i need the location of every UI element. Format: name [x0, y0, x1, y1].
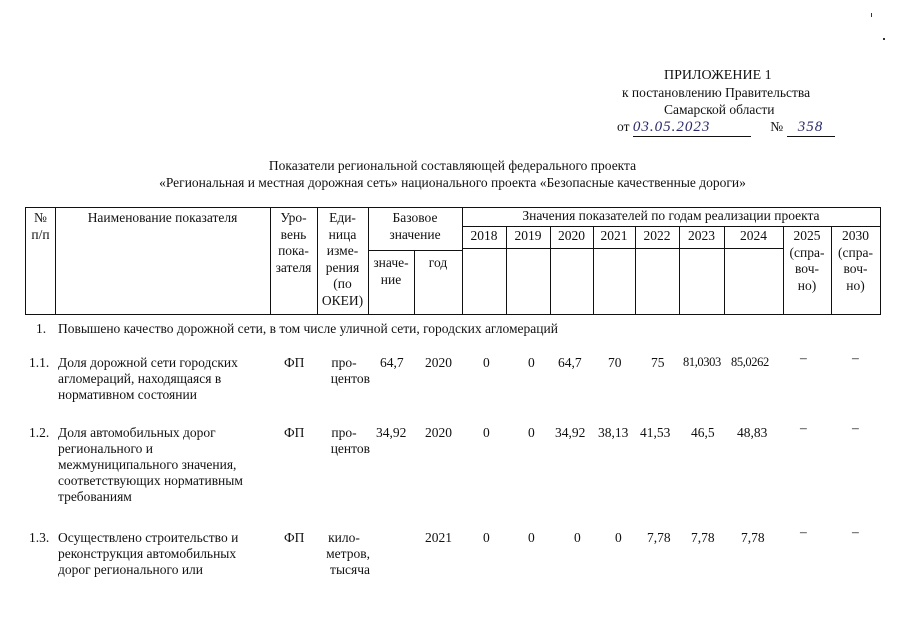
row-value-2021: 38,13 [598, 425, 629, 440]
row-name-line: дорог регионального или [58, 562, 203, 577]
row-name-line: агломераций, находящаяся в [58, 371, 222, 386]
col-year-2023: 2023 [688, 228, 715, 243]
decree-line: к постановлению Правительства [622, 85, 811, 100]
col-2030-label-1: 2030 [842, 228, 869, 243]
col-2025-label-3: воч- [795, 261, 819, 276]
col-base-label-2: значение [389, 226, 441, 242]
col-unit-label-3: изме- [326, 243, 359, 258]
row-value-2019: 0 [528, 425, 535, 440]
row-base-year: 2020 [425, 425, 452, 440]
col-unit-label-4: рения [325, 259, 360, 275]
col-2025-label-1: 2025 [793, 228, 821, 243]
region-line: Самарской области [664, 102, 775, 117]
row-value-2020: 34,92 [555, 425, 586, 440]
row-name-line: нормативном состоянии [58, 387, 197, 402]
row-value-2030: – [852, 420, 859, 435]
row-value-2022: 75 [651, 355, 665, 370]
scan-speck [871, 13, 872, 17]
row-value-2025: – [800, 420, 807, 435]
col-base-year-label: год [428, 255, 448, 270]
col-level-label-4: зателя [275, 259, 312, 275]
col-year-2024: 2024 [740, 228, 767, 243]
col-2025-label-2: (спра- [789, 244, 825, 260]
col-2030-label-3: воч- [843, 261, 868, 276]
indicators-table-header [25, 207, 881, 315]
row-name-line: Осуществлено строительство и [58, 530, 239, 545]
row-value-2020: 64,7 [558, 355, 582, 370]
row-base-value: 34,92 [376, 425, 407, 440]
row-unit-line: про- [331, 425, 357, 440]
row-value-2024: 7,78 [741, 530, 765, 545]
row-value-2021: 70 [608, 355, 622, 370]
row-name-line: межмуниципального значения, [58, 457, 237, 472]
row-value-2019: 0 [528, 530, 535, 545]
number-prefix: № [770, 119, 784, 134]
row-value-2018: 0 [483, 530, 490, 545]
col-year-2020: 2020 [558, 228, 585, 243]
col-year-2022: 2022 [643, 228, 671, 243]
col-year-2021: 2021 [600, 228, 628, 243]
col-base-label-1: Базовое [392, 210, 438, 225]
section-number: 1. [36, 321, 47, 336]
row-value-2025: – [800, 350, 807, 365]
appendix-title: ПРИЛОЖЕНИЕ 1 [664, 68, 772, 83]
decree-date-line [617, 119, 835, 137]
decree-date: 03.05.2023 [633, 119, 751, 137]
row-name-line: соответствующих нормативным [58, 473, 243, 488]
col-num-label-1: № [34, 210, 47, 225]
decree-number: 358 [787, 119, 835, 137]
col-2030-label-4: но) [846, 277, 865, 293]
row-number: 1.1. [29, 355, 50, 370]
row-value-2018: 0 [483, 425, 490, 440]
col-unit-label-1: Еди- [329, 210, 356, 225]
row-value-2024: 85,0262 [731, 355, 769, 369]
row-value-2023: 7,78 [691, 530, 715, 545]
row-base-year: 2020 [425, 355, 452, 370]
scan-speck [883, 38, 885, 40]
row-name-line: регионального и [58, 441, 154, 456]
col-base-value-label-2: ние [380, 271, 402, 287]
doc-title-line1: Показатели региональной составляющей федерального проекта [268, 158, 637, 173]
row-level: ФП [284, 425, 305, 440]
col-level-label-1: Уро- [280, 210, 307, 225]
col-num-label-2: п/п [31, 226, 50, 242]
section-title: Повышено качество дорожной сети, в том числе уличной сети, городских агломераций [58, 321, 558, 336]
row-value-2022: 41,53 [640, 425, 671, 440]
col-name-label: Наименование показателя [87, 210, 238, 225]
col-level-label-3: пока- [278, 243, 309, 258]
col-year-2019: 2019 [514, 228, 542, 243]
col-unit-label-6: ОКЕИ) [321, 292, 364, 308]
row-value-2030: – [852, 524, 859, 539]
row-base-year: 2021 [425, 530, 452, 545]
col-year-2018: 2018 [470, 228, 498, 243]
row-unit-line: кило- [328, 530, 360, 545]
row-value-2025: – [800, 524, 807, 539]
row-value-2021: 0 [615, 530, 622, 545]
col-base-value-label-1: значе- [373, 255, 409, 270]
row-number: 1.2. [29, 425, 50, 440]
row-value-2019: 0 [528, 355, 535, 370]
row-unit-line: метров, [326, 546, 370, 561]
col-2025-label-4: но) [797, 277, 817, 293]
row-value-2022: 7,78 [647, 530, 671, 545]
row-number: 1.3. [29, 530, 50, 545]
col-years-header: Значения показателей по годам реализации проекта [522, 208, 820, 223]
row-name-line: Доля дорожной сети городских [58, 355, 238, 370]
row-unit-line: тысяча [330, 562, 370, 577]
col-level-label-2: вень [280, 226, 307, 242]
row-value-2023: 46,5 [691, 425, 715, 440]
row-value-2020: 0 [574, 530, 581, 545]
row-unit-line: центов [330, 441, 370, 456]
col-unit-label-2: ница [328, 226, 357, 242]
row-name-line: реконструкция автомобильных [58, 546, 237, 561]
row-unit-line: центов [330, 371, 370, 386]
row-base-value: 64,7 [380, 355, 404, 370]
row-value-2024: 48,83 [737, 425, 768, 440]
row-level: ФП [284, 355, 305, 370]
doc-title-line2: «Региональная и местная дорожная сеть» национального проекта «Безопасные качественные дороги» [159, 175, 746, 190]
row-value-2018: 0 [483, 355, 490, 370]
col-unit-label-5: (по [333, 276, 352, 291]
row-unit-line: про- [331, 355, 357, 370]
row-level: ФП [284, 530, 305, 545]
date-prefix: от [617, 119, 630, 134]
row-name-line: требованиям [58, 489, 132, 504]
row-value-2030: – [852, 350, 859, 365]
col-2030-label-2: (спра- [838, 244, 873, 260]
row-value-2023: 81,0303 [683, 355, 721, 369]
row-name-line: Доля автомобильных дорог [58, 425, 216, 440]
